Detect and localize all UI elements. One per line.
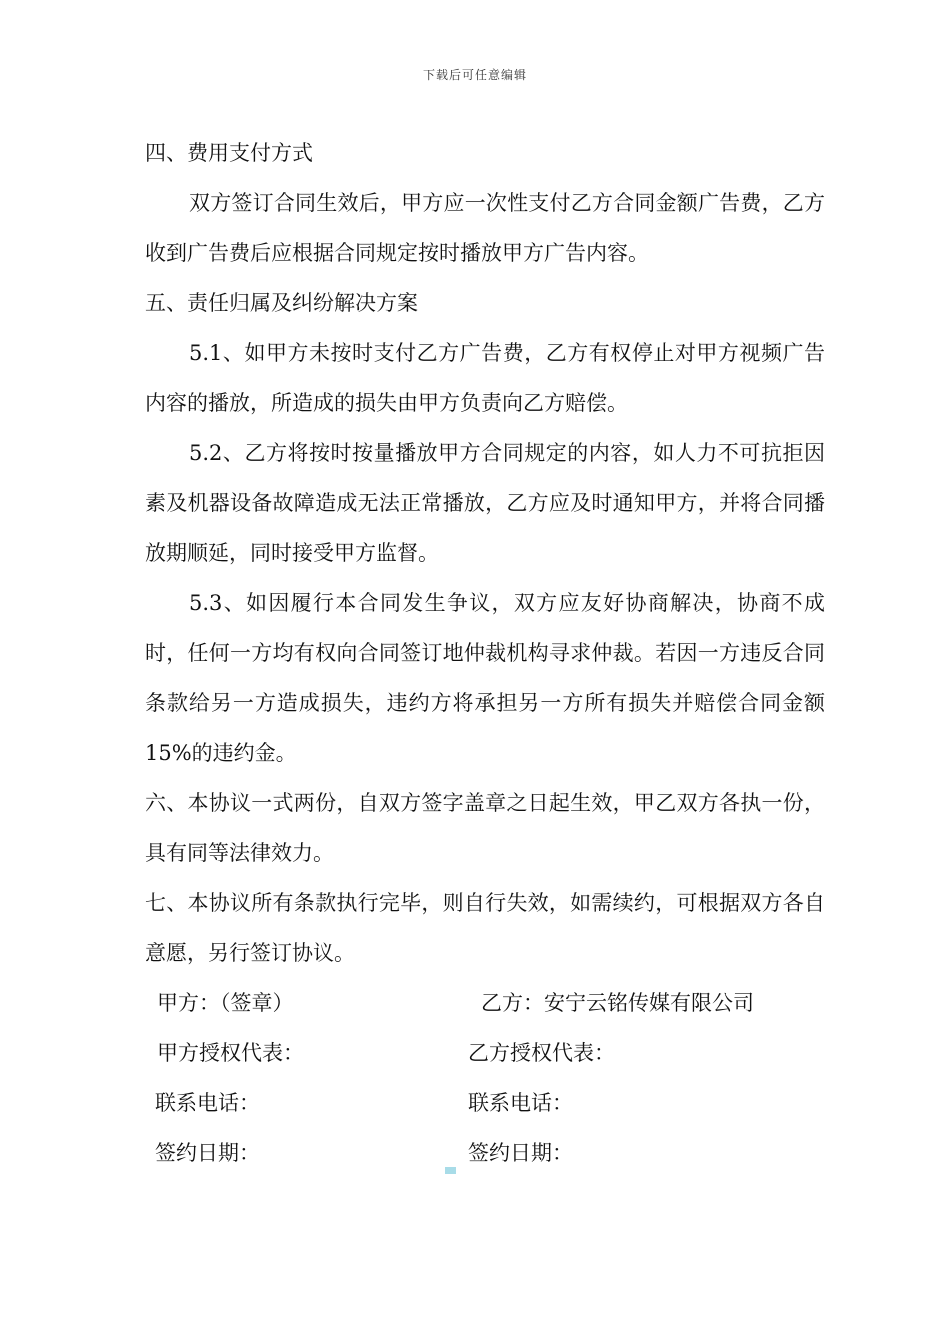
section-7: 七、本协议所有条款执行完毕，则自行失效，如需续约，可根据双方各自意愿，另行签订协议。	[145, 891, 825, 965]
party-a-date-label: 签约日期：	[155, 1141, 260, 1165]
signature-row-representative	[145, 1028, 825, 1078]
signature-row-date	[145, 1128, 825, 1178]
signature-row-phone	[145, 1078, 825, 1128]
section-4-title: 四、费用支付方式	[145, 141, 313, 165]
party-b-phone-label: 联系电话：	[468, 1091, 573, 1115]
signature-row-party	[145, 978, 825, 1028]
contract-body	[145, 128, 825, 1178]
page-header: 下载后可任意编辑	[422, 68, 527, 82]
party-a-phone-label: 联系电话：	[155, 1091, 260, 1115]
clause-5-2: 5.2、乙方将按时按量播放甲方合同规定的内容，如人力不可抗拒因素及机器设备故障造成无法正常播放，乙方应及时通知甲方，并将合同播放期顺延，同时接受甲方监督。	[145, 441, 825, 565]
clause-5-3: 5.3、如因履行本合同发生争议，双方应友好协商解决，协商不成时，任何一方均有权向合同签订地仲裁机构寻求仲裁。若因一方违反合同条款给另一方造成损失，违约方将承担另一方所有损失并赔偿合同金额15%的违约金。	[145, 591, 825, 765]
party-a-representative-label: 甲方授权代表：	[157, 1041, 304, 1065]
party-a-seal-label: 甲方：（签章）	[157, 991, 294, 1015]
party-b-name-label: 乙方：安宁云铭传媒有限公司	[481, 991, 754, 1015]
party-b-date-label: 签约日期：	[468, 1141, 573, 1165]
party-b-representative-label: 乙方授权代表：	[468, 1041, 615, 1065]
section-5-title: 五、责任归属及纠纷解决方案	[145, 291, 418, 315]
clause-5-1: 5.1、如甲方未按时支付乙方广告费，乙方有权停止对甲方视频广告内容的播放，所造成的损失由甲方负责向乙方赔偿。	[145, 341, 825, 415]
section-6: 六、本协议一式两份，自双方签字盖章之日起生效，甲乙双方各执一份，具有同等法律效力。	[145, 791, 825, 865]
section-4-body: 双方签订合同生效后，甲方应一次性支付乙方合同金额广告费，乙方收到广告费后应根据合同规定按时播放甲方广告内容。	[145, 191, 825, 265]
page-marker	[445, 1167, 456, 1174]
